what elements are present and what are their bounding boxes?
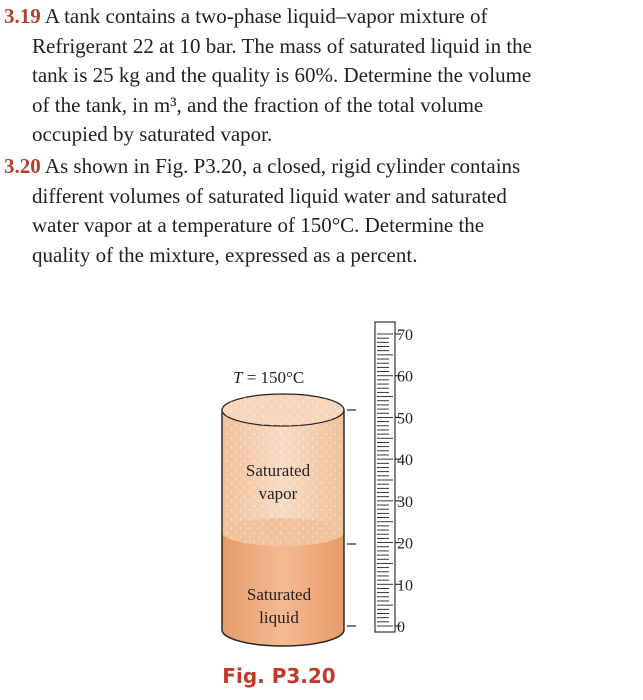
measuring-scale bbox=[375, 322, 413, 636]
problem-number: 3.20 bbox=[4, 154, 41, 178]
scale-tick-label: 10 bbox=[397, 577, 413, 595]
problem-line: quality of the mixture, expressed as a percent. bbox=[32, 242, 418, 267]
vapor-label-line1: Saturated bbox=[245, 461, 311, 480]
vapor-label-line2: vapor bbox=[258, 484, 298, 503]
cylinder-top-speckle bbox=[222, 394, 344, 426]
scale-tick-label: 30 bbox=[397, 493, 413, 511]
scale-tick-labels bbox=[397, 327, 413, 636]
problem-line: Refrigerant 22 at 10 bar. The mass of saturated liquid in the bbox=[32, 33, 532, 58]
scale-tick-label: 20 bbox=[397, 535, 413, 553]
liquid-label-line2: liquid bbox=[259, 608, 299, 627]
scale-tick-label: 0 bbox=[397, 619, 405, 636]
problem-line: of the tank, in m³, and the fraction of the total volume bbox=[32, 92, 484, 117]
scale-tick-label: 60 bbox=[397, 368, 413, 386]
problem-line: 3.19 A tank contains a two-phase liquid–vapor mixture of bbox=[4, 4, 488, 28]
liquid-label-line1: Saturated bbox=[246, 585, 312, 604]
problem-line: 3.20 As shown in Fig. P3.20, a closed, rigid cylinder contains bbox=[4, 154, 521, 178]
problem-line: tank is 25 kg and the quality is 60%. Determine the volume bbox=[32, 63, 532, 88]
scale-tick-label: 40 bbox=[397, 452, 413, 470]
figure-caption: Fig. P3.20 bbox=[222, 664, 336, 688]
liquid-surface-speckle bbox=[222, 518, 344, 546]
problem-line: water vapor at a temperature of 150°C. Determine the bbox=[32, 213, 485, 238]
problem-line: different volumes of saturated liquid water and saturated bbox=[32, 183, 507, 208]
temperature-label: T = 150°C bbox=[233, 368, 305, 387]
problem-line: occupied by saturated vapor. bbox=[32, 122, 273, 147]
scale-tick-label: 50 bbox=[397, 410, 413, 428]
scale-tick-label: 70 bbox=[397, 327, 413, 344]
scale-body bbox=[375, 322, 395, 632]
problem-number: 3.19 bbox=[4, 4, 41, 28]
